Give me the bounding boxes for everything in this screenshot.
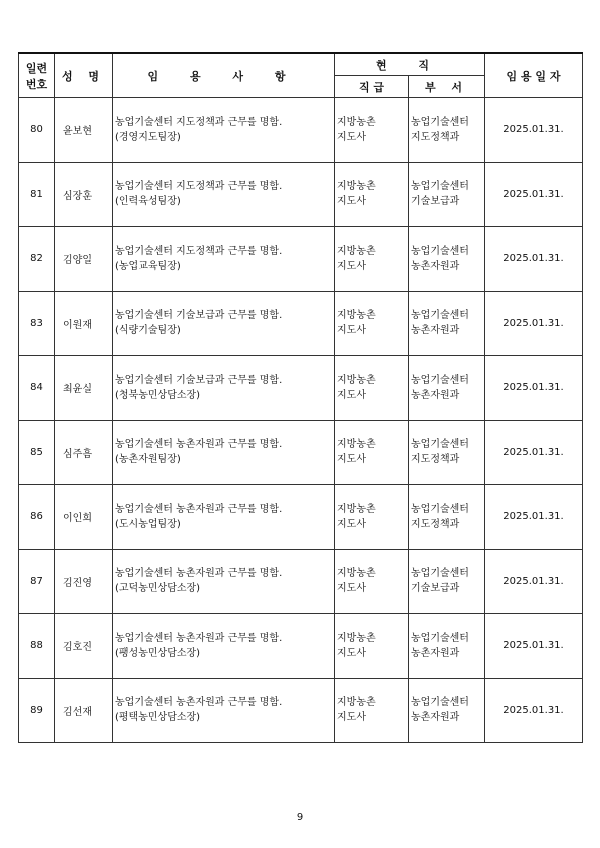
header-name: 성 명 (55, 53, 113, 98)
header-current-position: 현 직 (335, 53, 485, 76)
appointment-details (113, 356, 335, 421)
department-line1: 농업기술센터 (411, 310, 469, 322)
serial-no: 88 (19, 614, 55, 679)
appointment-details (113, 291, 335, 356)
department-line2: 지도정책과 (411, 454, 460, 466)
appointment-date: 2025.01.31. (485, 678, 583, 743)
current-grade (335, 549, 409, 614)
appointment-role: (도시농업팀장) (115, 518, 181, 530)
appointment-date: 2025.01.31. (485, 549, 583, 614)
serial-no: 82 (19, 227, 55, 292)
serial-no: 89 (19, 678, 55, 743)
current-department (409, 356, 485, 421)
grade-line2: 지도사 (337, 260, 366, 272)
serial-no: 85 (19, 420, 55, 485)
department-line1: 농업기술센터 (411, 374, 469, 386)
appointment-details (113, 227, 335, 292)
appointment-role: (인력육성팀장) (115, 196, 181, 208)
grade-line1: 지방농촌 (337, 439, 376, 451)
table-row (19, 420, 583, 485)
grade-line2: 지도사 (337, 518, 366, 530)
serial-no: 86 (19, 485, 55, 550)
current-department (409, 614, 485, 679)
department-line2: 기술보급과 (411, 196, 460, 208)
department-line2: 농촌자원과 (411, 647, 460, 659)
serial-no: 84 (19, 356, 55, 421)
appointment-text: 농업기술센터 농촌자원과 근무를 명함. (115, 439, 283, 451)
person-name: 이원재 (55, 291, 113, 356)
appointment-role: (농업교육팀장) (115, 260, 181, 272)
grade-line1: 지방농촌 (337, 632, 376, 644)
appointment-text: 농업기술센터 농촌자원과 근무를 명함. (115, 697, 283, 709)
grade-line1: 지방농촌 (337, 181, 376, 193)
table-row (19, 98, 583, 163)
appointment-role: (평택농민상담소장) (115, 712, 201, 724)
grade-line2: 지도사 (337, 325, 366, 337)
appointment-date: 2025.01.31. (485, 162, 583, 227)
person-name: 심장훈 (55, 162, 113, 227)
appointment-role: (고덕농민상담소장) (115, 583, 201, 595)
current-department (409, 549, 485, 614)
person-name: 윤보현 (55, 98, 113, 163)
appointment-date: 2025.01.31. (485, 227, 583, 292)
serial-no: 80 (19, 98, 55, 163)
current-department (409, 678, 485, 743)
department-line2: 농촌자원과 (411, 712, 460, 724)
department-line2: 농촌자원과 (411, 389, 460, 401)
grade-line2: 지도사 (337, 196, 366, 208)
appointment-text: 농업기술센터 농촌자원과 근무를 명함. (115, 568, 283, 580)
department-line2: 지도정책과 (411, 131, 460, 143)
grade-line1: 지방농촌 (337, 116, 376, 128)
appointment-role: (청북농민상담소장) (115, 389, 201, 401)
header-serial-no-line2: 번호 (25, 77, 48, 91)
department-line1: 농업기술센터 (411, 181, 469, 193)
current-grade (335, 98, 409, 163)
grade-line1: 지방농촌 (337, 310, 376, 322)
appointment-date: 2025.01.31. (485, 291, 583, 356)
grade-line2: 지도사 (337, 583, 366, 595)
grade-line1: 지방농촌 (337, 245, 376, 257)
appointment-table (18, 52, 583, 743)
header-department: 부 서 (409, 76, 485, 98)
appointment-details (113, 162, 335, 227)
person-name: 김선재 (55, 678, 113, 743)
department-line1: 농업기술센터 (411, 697, 469, 709)
person-name: 이인희 (55, 485, 113, 550)
department-line1: 농업기술센터 (411, 568, 469, 580)
table-row (19, 678, 583, 743)
current-department (409, 227, 485, 292)
current-department (409, 291, 485, 356)
serial-no: 87 (19, 549, 55, 614)
current-grade (335, 420, 409, 485)
table-row (19, 291, 583, 356)
header-serial-no (19, 53, 55, 98)
header-grade: 직 급 (335, 76, 409, 98)
current-department (409, 485, 485, 550)
current-grade (335, 678, 409, 743)
department-line1: 농업기술센터 (411, 116, 469, 128)
person-name: 최윤실 (55, 356, 113, 421)
appointment-date: 2025.01.31. (485, 98, 583, 163)
appointment-details (113, 549, 335, 614)
appointment-details (113, 98, 335, 163)
appointment-date: 2025.01.31. (485, 485, 583, 550)
current-department (409, 420, 485, 485)
department-line1: 농업기술센터 (411, 632, 469, 644)
appointment-details (113, 420, 335, 485)
appointment-details (113, 614, 335, 679)
person-name: 김양일 (55, 227, 113, 292)
appointment-date: 2025.01.31. (485, 356, 583, 421)
serial-no: 83 (19, 291, 55, 356)
grade-line2: 지도사 (337, 131, 366, 143)
table-row (19, 356, 583, 421)
appointment-text: 농업기술센터 기술보급과 근무를 명함. (115, 310, 283, 322)
person-name: 김호진 (55, 614, 113, 679)
header-serial-no-line1: 일련 (25, 61, 48, 75)
grade-line1: 지방농촌 (337, 697, 376, 709)
appointment-role: (팽성농민상담소장) (115, 647, 201, 659)
appointment-role: (식량기술팀장) (115, 325, 181, 337)
appointment-text: 농업기술센터 기술보급과 근무를 명함. (115, 374, 283, 386)
header-appointment-details: 임 용 사 항 (113, 53, 335, 98)
department-line1: 농업기술센터 (411, 439, 469, 451)
current-grade (335, 162, 409, 227)
person-name: 심주흠 (55, 420, 113, 485)
header-appointment-date: 임 용 일 자 (485, 53, 583, 98)
grade-line2: 지도사 (337, 712, 366, 724)
appointment-details (113, 485, 335, 550)
table-row (19, 614, 583, 679)
appointment-role: (농촌자원팀장) (115, 454, 181, 466)
table-row (19, 549, 583, 614)
person-name: 김진영 (55, 549, 113, 614)
current-department (409, 98, 485, 163)
serial-no: 81 (19, 162, 55, 227)
current-grade (335, 356, 409, 421)
current-grade (335, 227, 409, 292)
current-grade (335, 614, 409, 679)
appointment-text: 농업기술센터 지도정책과 근무를 명함. (115, 181, 283, 193)
appointment-text: 농업기술센터 농촌자원과 근무를 명함. (115, 503, 283, 515)
department-line1: 농업기술센터 (411, 503, 469, 515)
current-grade (335, 485, 409, 550)
appointment-date: 2025.01.31. (485, 420, 583, 485)
grade-line2: 지도사 (337, 389, 366, 401)
table-row (19, 485, 583, 550)
grade-line2: 지도사 (337, 454, 366, 466)
department-line1: 농업기술센터 (411, 245, 469, 257)
grade-line2: 지도사 (337, 647, 366, 659)
table-row (19, 227, 583, 292)
page-number: 9 (296, 812, 304, 823)
appointment-details (113, 678, 335, 743)
appointment-text: 농업기술센터 지도정책과 근무를 명함. (115, 116, 283, 128)
department-line2: 농촌자원과 (411, 260, 460, 272)
current-department (409, 162, 485, 227)
current-grade (335, 291, 409, 356)
department-line2: 지도정책과 (411, 518, 460, 530)
department-line2: 농촌자원과 (411, 325, 460, 337)
grade-line1: 지방농촌 (337, 568, 376, 580)
appointment-date: 2025.01.31. (485, 614, 583, 679)
department-line2: 기술보급과 (411, 583, 460, 595)
grade-line1: 지방농촌 (337, 374, 376, 386)
table-body (19, 98, 583, 743)
appointment-text: 농업기술센터 농촌자원과 근무를 명함. (115, 632, 283, 644)
grade-line1: 지방농촌 (337, 503, 376, 515)
table-row (19, 162, 583, 227)
appointment-text: 농업기술센터 지도정책과 근무를 명함. (115, 245, 283, 257)
appointment-role: (경영지도팀장) (115, 131, 181, 143)
